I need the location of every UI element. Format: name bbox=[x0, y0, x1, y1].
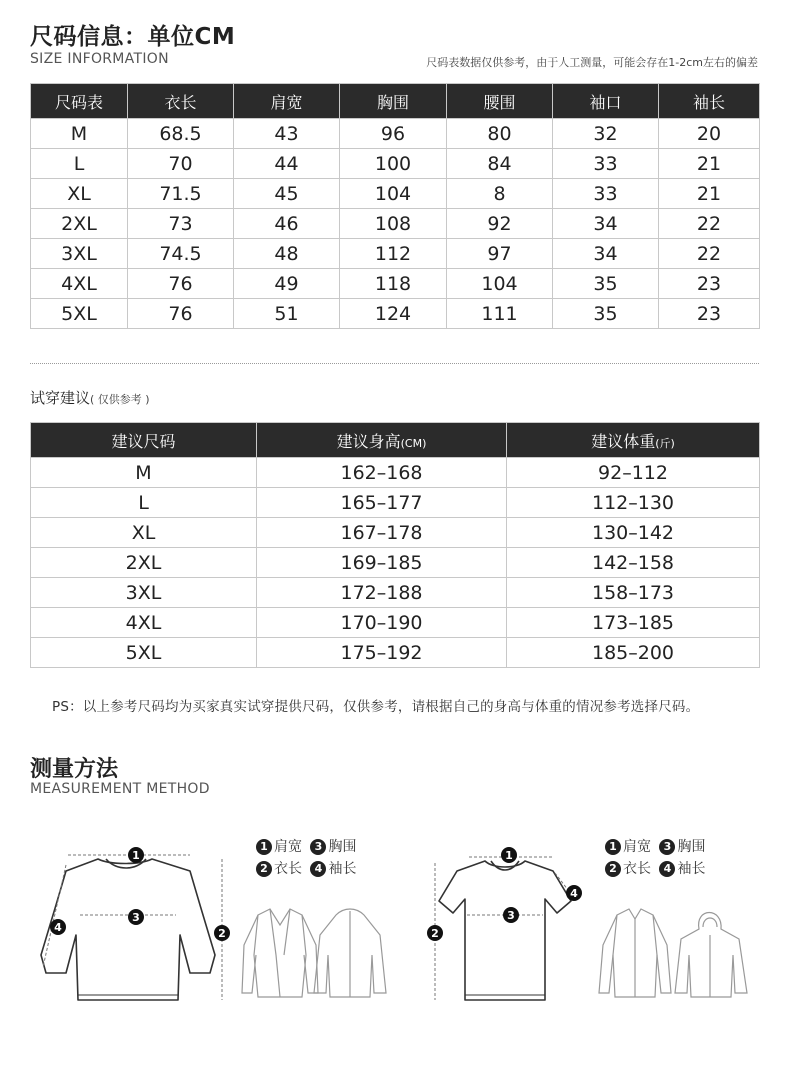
table-cell: L bbox=[31, 149, 128, 179]
legend-number: 2 bbox=[256, 861, 272, 877]
measure-marker-1 bbox=[128, 847, 144, 863]
svg-text:3: 3 bbox=[507, 909, 515, 922]
table-row bbox=[31, 518, 760, 548]
table-cell: 158–173 bbox=[507, 578, 760, 608]
col-header-unit: (斤) bbox=[655, 436, 675, 450]
garment-sketches-right bbox=[595, 905, 755, 1005]
table-cell: 112 bbox=[340, 239, 447, 269]
table-cell: 92 bbox=[447, 209, 553, 239]
size-table bbox=[30, 83, 760, 329]
table-row bbox=[31, 638, 760, 668]
table-cell: 185–200 bbox=[507, 638, 760, 668]
fit-advice-heading: 试穿建议 bbox=[30, 389, 91, 407]
table-cell: 73 bbox=[128, 209, 234, 239]
svg-text:2: 2 bbox=[218, 927, 226, 940]
measure-marker-3 bbox=[128, 909, 144, 925]
table-cell: 3XL bbox=[31, 239, 128, 269]
legend-label: 衣长 bbox=[274, 861, 302, 877]
svg-text:4: 4 bbox=[54, 921, 62, 934]
table-cell: 108 bbox=[340, 209, 447, 239]
legend-number: 3 bbox=[659, 839, 675, 855]
col-header-unit: (CM) bbox=[400, 436, 427, 450]
table-cell: 8 bbox=[447, 179, 553, 209]
table-cell: 130–142 bbox=[507, 518, 760, 548]
table-cell: 76 bbox=[128, 269, 234, 299]
fit-table bbox=[30, 422, 760, 668]
table-cell: 21 bbox=[659, 149, 760, 179]
table-cell: XL bbox=[31, 518, 257, 548]
measure-subtitle: MEASUREMENT METHOD bbox=[30, 781, 210, 797]
table-cell: 118 bbox=[340, 269, 447, 299]
table-cell: 97 bbox=[447, 239, 553, 269]
measure-marker-1 bbox=[501, 847, 517, 863]
table-cell: 167–178 bbox=[257, 518, 507, 548]
table-row bbox=[31, 269, 760, 299]
col-header-label: 建议身高 bbox=[336, 431, 401, 451]
legend-label: 胸围 bbox=[328, 839, 357, 855]
table-row bbox=[31, 458, 760, 488]
table-cell: 68.5 bbox=[128, 119, 234, 149]
col-header-label: 建议体重 bbox=[591, 431, 656, 451]
table-cell: 175–192 bbox=[257, 638, 507, 668]
table-row bbox=[31, 149, 760, 179]
table-cell: 22 bbox=[659, 209, 760, 239]
table-row bbox=[31, 209, 760, 239]
table-cell: 44 bbox=[234, 149, 340, 179]
legend-label: 肩宽 bbox=[274, 839, 302, 855]
table-cell: 104 bbox=[340, 179, 447, 209]
table-cell: 104 bbox=[447, 269, 553, 299]
legend-number: 1 bbox=[256, 839, 272, 855]
table-cell: 22 bbox=[659, 239, 760, 269]
svg-text:2: 2 bbox=[431, 927, 439, 940]
legend-label: 衣长 bbox=[623, 861, 651, 877]
table-row bbox=[31, 299, 760, 329]
table-cell: 112–130 bbox=[507, 488, 760, 518]
ps-note: PS：以上参考尺码均为买家真实试穿提供尺码，仅供参考，请根据自己的身高与体重的情况参考选择尺码。 bbox=[52, 699, 700, 715]
table-cell: 173–185 bbox=[507, 608, 760, 638]
table-cell: 2XL bbox=[31, 209, 128, 239]
table-cell: 34 bbox=[553, 239, 659, 269]
col-header bbox=[31, 423, 257, 458]
table-row bbox=[31, 608, 760, 638]
legend-label: 肩宽 bbox=[623, 839, 651, 855]
fit-advice-note: ( 仅供参考 ) bbox=[90, 393, 150, 406]
table-row bbox=[31, 239, 760, 269]
table-cell: M bbox=[31, 119, 128, 149]
col-header: 袖口 bbox=[553, 84, 659, 119]
table-cell: 35 bbox=[553, 299, 659, 329]
table-cell: 34 bbox=[553, 209, 659, 239]
measure-title: 测量方法 bbox=[30, 757, 119, 782]
table-cell: 169–185 bbox=[257, 548, 507, 578]
measure-marker-2 bbox=[214, 925, 230, 941]
table-cell: 124 bbox=[340, 299, 447, 329]
col-header-label: 建议尺码 bbox=[111, 431, 176, 451]
table-row bbox=[31, 578, 760, 608]
svg-text:4: 4 bbox=[570, 887, 578, 900]
measure-marker-2 bbox=[427, 925, 443, 941]
table-cell: 4XL bbox=[31, 269, 128, 299]
measure-marker-4 bbox=[566, 885, 582, 901]
table-cell: 32 bbox=[553, 119, 659, 149]
measure-marker-3 bbox=[503, 907, 519, 923]
garment-sketches-left bbox=[240, 905, 390, 1005]
table-row bbox=[31, 179, 760, 209]
table-cell: 46 bbox=[234, 209, 340, 239]
table-cell: 74.5 bbox=[128, 239, 234, 269]
col-header bbox=[257, 423, 507, 458]
legend-label: 袖长 bbox=[328, 861, 357, 877]
tshirt-measure-diagram bbox=[425, 835, 590, 1010]
section-divider bbox=[30, 363, 759, 364]
legend-number: 2 bbox=[605, 861, 621, 877]
table-cell: XL bbox=[31, 179, 128, 209]
col-header: 尺码表 bbox=[31, 84, 128, 119]
table-cell: 71.5 bbox=[128, 179, 234, 209]
size-table-header bbox=[31, 84, 760, 119]
table-cell: 84 bbox=[447, 149, 553, 179]
fit-table-header bbox=[31, 423, 760, 458]
table-cell: 45 bbox=[234, 179, 340, 209]
table-cell: 2XL bbox=[31, 548, 257, 578]
col-header: 肩宽 bbox=[234, 84, 340, 119]
measure-legend-right bbox=[605, 836, 709, 880]
table-cell: L bbox=[31, 488, 257, 518]
legend-label: 胸围 bbox=[677, 839, 706, 855]
table-cell: 165–177 bbox=[257, 488, 507, 518]
table-cell: M bbox=[31, 458, 257, 488]
table-cell: 49 bbox=[234, 269, 340, 299]
legend-label: 袖长 bbox=[677, 861, 706, 877]
legend-number: 4 bbox=[310, 861, 326, 877]
table-cell: 142–158 bbox=[507, 548, 760, 578]
table-cell: 3XL bbox=[31, 578, 257, 608]
measure-marker-4 bbox=[50, 919, 66, 935]
table-cell: 172–188 bbox=[257, 578, 507, 608]
table-row bbox=[31, 488, 760, 518]
legend-number: 3 bbox=[310, 839, 326, 855]
table-cell: 5XL bbox=[31, 638, 257, 668]
table-cell: 20 bbox=[659, 119, 760, 149]
table-cell: 70 bbox=[128, 149, 234, 179]
size-info-title: 尺码信息：单位CM bbox=[30, 24, 236, 50]
table-cell: 33 bbox=[553, 179, 659, 209]
svg-text:1: 1 bbox=[132, 849, 140, 862]
svg-text:3: 3 bbox=[132, 911, 140, 924]
measure-legend-left bbox=[256, 836, 360, 880]
table-row bbox=[31, 548, 760, 578]
table-cell: 5XL bbox=[31, 299, 128, 329]
table-cell: 76 bbox=[128, 299, 234, 329]
table-cell: 51 bbox=[234, 299, 340, 329]
col-header: 胸围 bbox=[340, 84, 447, 119]
col-header: 衣长 bbox=[128, 84, 234, 119]
svg-text:1: 1 bbox=[505, 849, 513, 862]
table-cell: 23 bbox=[659, 269, 760, 299]
col-header bbox=[507, 423, 760, 458]
table-cell: 43 bbox=[234, 119, 340, 149]
col-header: 腰围 bbox=[447, 84, 553, 119]
legend-number: 4 bbox=[659, 861, 675, 877]
sweater-measure-diagram bbox=[40, 835, 240, 1010]
table-cell: 92–112 bbox=[507, 458, 760, 488]
table-cell: 35 bbox=[553, 269, 659, 299]
table-cell: 80 bbox=[447, 119, 553, 149]
table-cell: 111 bbox=[447, 299, 553, 329]
table-cell: 100 bbox=[340, 149, 447, 179]
table-cell: 162–168 bbox=[257, 458, 507, 488]
table-cell: 48 bbox=[234, 239, 340, 269]
fit-advice-title bbox=[30, 387, 150, 408]
table-cell: 4XL bbox=[31, 608, 257, 638]
size-info-subtitle: SIZE INFORMATION bbox=[30, 51, 169, 67]
table-cell: 170–190 bbox=[257, 608, 507, 638]
col-header: 袖长 bbox=[659, 84, 760, 119]
table-cell: 21 bbox=[659, 179, 760, 209]
table-cell: 96 bbox=[340, 119, 447, 149]
legend-number: 1 bbox=[605, 839, 621, 855]
table-cell: 23 bbox=[659, 299, 760, 329]
deviation-note: 尺码表数据仅供参考，由于人工测量，可能会存在1-2cm左右的偏差 bbox=[426, 56, 758, 69]
table-cell: 33 bbox=[553, 149, 659, 179]
table-row bbox=[31, 119, 760, 149]
